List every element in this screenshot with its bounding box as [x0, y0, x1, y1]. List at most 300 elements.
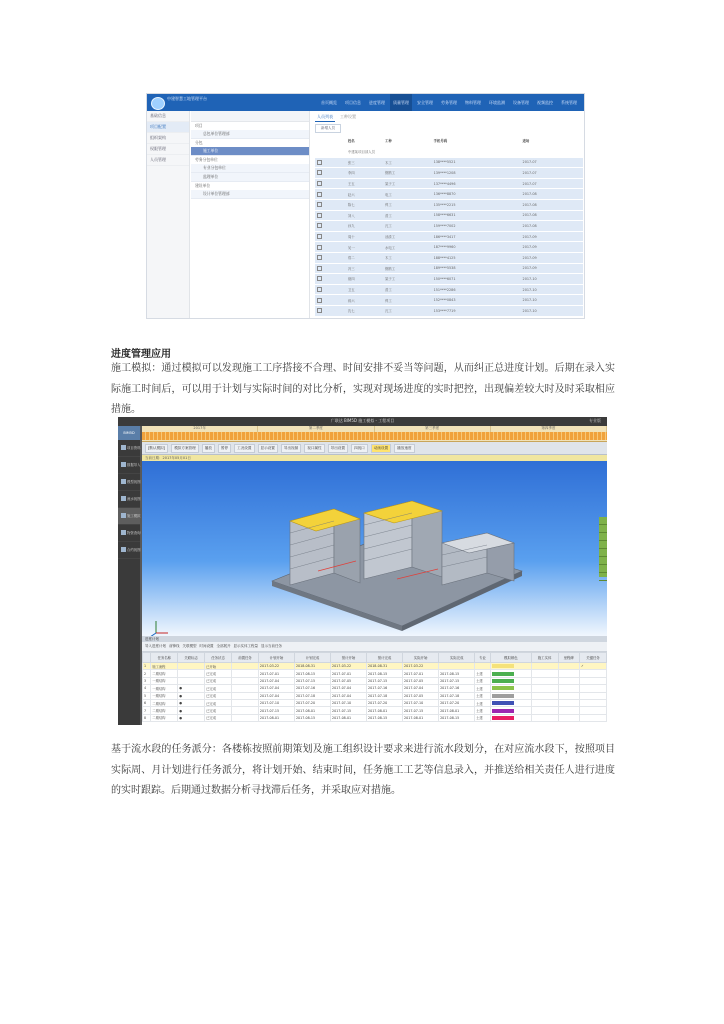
table-cell: 189****5538	[432, 263, 521, 274]
gantt-period-label: 第四季度	[491, 426, 607, 432]
column-header: 前置任务	[232, 653, 259, 663]
toolbar-button[interactable]: 暂停	[218, 444, 231, 453]
tree-node[interactable]: 施工单位	[191, 147, 309, 156]
nav-icon	[121, 530, 126, 535]
row-checkbox[interactable]	[315, 189, 346, 200]
table-cell: 2017-07-04	[330, 692, 366, 699]
column-header: 专业	[475, 653, 491, 663]
left-nav-item[interactable]	[118, 508, 140, 525]
table-cell: 褚四	[346, 274, 383, 285]
checkbox-cell[interactable]	[579, 670, 606, 677]
column-header	[315, 135, 346, 147]
color-swatch	[492, 716, 514, 720]
table-cell: 2017-08-01	[403, 714, 439, 721]
person-table	[315, 135, 583, 317]
table-cell: 2017-07-04	[258, 677, 294, 684]
checkbox-cell[interactable]	[579, 692, 606, 699]
toolbar-button[interactable]: 四视口	[351, 444, 368, 453]
tree-node[interactable]: 设计单位管理部	[191, 190, 309, 199]
table-cell: 已完成	[205, 670, 232, 677]
table-row[interactable]	[315, 252, 583, 263]
checkbox-cell[interactable]	[558, 685, 579, 692]
table-cell: 卫五	[346, 284, 383, 295]
toolbar-button[interactable]: 显示设置	[258, 444, 278, 453]
table-cell: ●	[178, 707, 205, 714]
table-cell: 二期结构	[151, 699, 178, 706]
color-swatch	[492, 694, 514, 698]
add-person-button[interactable]: 新增人员	[315, 124, 341, 133]
checkbox-cell[interactable]	[531, 685, 558, 692]
table-row[interactable]	[315, 210, 583, 221]
checkbox-cell[interactable]	[531, 663, 558, 670]
row-checkbox[interactable]	[315, 295, 346, 306]
table-cell: 2017-07-15	[439, 677, 475, 684]
table-cell: 186****3417	[432, 231, 521, 242]
schedule-tool-button[interactable]: 时间设置	[199, 644, 214, 648]
row-checkbox[interactable]	[315, 242, 346, 253]
color-swatch	[492, 672, 514, 676]
row-checkbox[interactable]	[315, 178, 346, 189]
checkbox-cell[interactable]	[558, 692, 579, 699]
column-header: 预计开始	[330, 653, 366, 663]
tree-node[interactable]: 劳务分包单位	[195, 157, 218, 162]
row-checkbox[interactable]	[315, 168, 346, 179]
table-cell: 土建	[475, 677, 491, 684]
row-checkbox[interactable]	[315, 157, 346, 168]
table-cell: 木工	[383, 252, 432, 263]
table-cell: 135****2215	[432, 199, 521, 210]
app-logo: BIM5D	[118, 426, 140, 440]
checkbox-cell[interactable]	[579, 685, 606, 692]
schedule-tool-button[interactable]: 全部展开	[216, 644, 231, 648]
toolbar-button[interactable]: 模拟方案管理	[171, 444, 199, 453]
sidebar-item[interactable]: 基础信息	[147, 111, 189, 122]
checkbox-cell[interactable]	[531, 670, 558, 677]
table-cell: 冯三	[346, 263, 383, 274]
checkbox-cell[interactable]	[579, 677, 606, 684]
table-cell: 普工	[383, 284, 432, 295]
left-nav-item[interactable]	[118, 440, 140, 457]
checkbox-cell[interactable]	[558, 677, 579, 684]
toolbar-button[interactable]: 工况设置	[234, 444, 254, 453]
table-cell: 2017-09	[521, 242, 583, 253]
table-cell: 郑二	[346, 252, 383, 263]
schedule-row[interactable]	[143, 692, 607, 699]
row-checkbox[interactable]	[315, 252, 346, 263]
table-cell	[232, 685, 259, 692]
table-cell	[315, 147, 346, 158]
sim-color-cell[interactable]	[491, 692, 532, 699]
checkbox-cell[interactable]	[531, 677, 558, 684]
table-cell: 2017-07-01	[330, 670, 366, 677]
tree-node[interactable]: 专业分包单位	[191, 164, 309, 173]
main-panel	[311, 111, 584, 318]
checkbox-cell[interactable]	[558, 707, 579, 714]
table-cell: 架子工	[383, 178, 432, 189]
view-tools-panel[interactable]	[599, 517, 607, 577]
sidebar-item[interactable]: 项目配置	[147, 122, 189, 133]
table-row[interactable]	[315, 178, 583, 189]
table-cell: 152****0843	[432, 295, 521, 306]
table-cell: 土建	[475, 699, 491, 706]
left-nav-item[interactable]	[118, 491, 140, 508]
top-menu-item[interactable]: 系统管理	[561, 100, 577, 105]
nav-label: 施工模拟	[127, 514, 141, 518]
nav-label: 合约视图	[127, 548, 141, 552]
table-row[interactable]	[315, 295, 583, 306]
table-cell	[232, 707, 259, 714]
schedule-row[interactable]	[143, 699, 607, 706]
schedule-tool-button[interactable]: 关联模型	[182, 644, 197, 648]
row-checkbox[interactable]	[315, 284, 346, 295]
table-cell: 2017-08-15	[439, 714, 475, 721]
column-header: 任务名称	[151, 653, 178, 663]
schedule-panel	[142, 636, 607, 725]
bim-software-screenshot	[118, 417, 607, 725]
top-menu-item[interactable]: 进度管理	[369, 100, 385, 105]
checkbox-cell[interactable]	[558, 699, 579, 706]
table-cell: ●	[178, 714, 205, 721]
color-swatch	[492, 679, 514, 683]
table-cell	[232, 699, 259, 706]
column-header: 姓名	[346, 135, 383, 147]
row-checkbox[interactable]	[315, 274, 346, 285]
top-menu-item[interactable]: 安全管理	[417, 100, 433, 105]
top-menu-item[interactable]: 项目信息	[345, 100, 361, 105]
table-cell: 吴一	[346, 242, 383, 253]
table-row[interactable]	[315, 199, 583, 210]
table-cell: 2017-03-22	[403, 663, 439, 670]
table-cell: 2018-08-31	[367, 663, 403, 670]
schedule-toolbar	[142, 642, 607, 652]
table-cell: 2017-10	[521, 305, 583, 316]
table-cell: 2017-08-15	[294, 670, 330, 677]
top-menu-item[interactable]: 环境监测	[489, 100, 505, 105]
schedule-row[interactable]	[143, 677, 607, 684]
table-cell: 张三	[346, 157, 383, 168]
nav-label: 模型视图	[127, 480, 141, 484]
table-cell: 2017-07-04	[258, 685, 294, 692]
column-header: 计划开始	[258, 653, 294, 663]
nav-icon	[121, 513, 126, 518]
table-cell: 2017-10	[521, 295, 583, 306]
table-header-row	[315, 135, 583, 147]
top-menu-item[interactable]: 质量管理	[390, 94, 412, 111]
table-cell: 2017-07-18	[439, 692, 475, 699]
table-cell: 沈七	[346, 305, 383, 316]
nav-label: 项目资料	[127, 446, 141, 450]
top-menu-item[interactable]: 首页概览	[321, 100, 337, 105]
tree-header	[191, 111, 309, 122]
checkbox-cell[interactable]	[579, 707, 606, 714]
top-bar	[147, 94, 584, 111]
table-row[interactable]	[315, 242, 583, 253]
schedule-table	[142, 652, 607, 722]
timeline-strip[interactable]	[142, 432, 607, 440]
table-cell: 2017-07-05	[403, 692, 439, 699]
tab-trade-settings[interactable]: 工种设置	[340, 114, 356, 119]
table-cell: 已完成	[205, 677, 232, 684]
row-checkbox[interactable]	[315, 221, 346, 232]
schedule-title: 进度计划	[142, 636, 607, 642]
toolbar-button[interactable]: 播放速度	[394, 444, 414, 453]
top-menu-item[interactable]: 物料管理	[465, 100, 481, 105]
table-cell: 2017-07-16	[439, 685, 475, 692]
table-cell: 一期结构	[151, 677, 178, 684]
table-cell: 2017-07-05	[330, 677, 366, 684]
table-cell: 151****2286	[432, 284, 521, 295]
toolbar-button[interactable]: 播放	[202, 444, 215, 453]
table-cell: 蒋六	[346, 295, 383, 306]
left-nav-item[interactable]	[118, 542, 140, 559]
version-label: 专业版	[589, 418, 601, 423]
current-date-bar: 当前日期：2017年05月01日	[142, 455, 607, 461]
table-cell: 一期结构	[151, 685, 178, 692]
table-cell: 孙九	[346, 221, 383, 232]
table-cell: 刘八	[346, 210, 383, 221]
window-title: 广联达 BIM5D 施工模拟 - 工程项目	[330, 418, 395, 423]
table-cell: 2017-07-16	[294, 685, 330, 692]
group-label: 中建某项目部人员	[346, 147, 583, 158]
column-header: 计划完成	[294, 653, 330, 663]
row-checkbox[interactable]	[315, 305, 346, 316]
sim-color-cell[interactable]	[491, 707, 532, 714]
3d-viewport[interactable]	[142, 461, 607, 643]
table-row[interactable]	[315, 305, 583, 316]
column-header: 关联标志	[178, 653, 205, 663]
checkbox-cell[interactable]	[579, 714, 606, 721]
table-cell: 土建	[475, 685, 491, 692]
table-cell: 已完成	[205, 714, 232, 721]
checkbox-cell[interactable]	[558, 714, 579, 721]
tree-node[interactable]: 监理单位	[191, 173, 309, 182]
nav-icon	[121, 547, 126, 552]
schedule-row[interactable]	[143, 663, 607, 670]
table-cell: 焊工	[383, 199, 432, 210]
toolbar-button[interactable]: 视口属性	[304, 444, 324, 453]
row-checkbox[interactable]	[315, 231, 346, 242]
column-header: 任务状态	[205, 653, 232, 663]
checkbox-cell[interactable]	[531, 714, 558, 721]
tab-person-list[interactable]: 人员列表	[315, 113, 335, 122]
nav-icon	[121, 479, 126, 484]
row-checkbox[interactable]	[315, 199, 346, 210]
table-row[interactable]	[315, 189, 583, 200]
table-row[interactable]	[315, 221, 583, 232]
table-cell	[232, 692, 259, 699]
section-heading: 进度管理应用	[111, 349, 171, 360]
tree-node[interactable]: 分包	[195, 140, 203, 145]
table-cell: 4	[143, 685, 151, 692]
table-cell: 2017-03-22	[258, 663, 294, 670]
table-row[interactable]	[315, 231, 583, 242]
table-cell: ●	[178, 699, 205, 706]
table-cell: 电工	[383, 189, 432, 200]
table-cell: 2017-10	[521, 284, 583, 295]
table-cell: 139****1208	[432, 168, 521, 179]
table-cell: 2017-07-04	[258, 692, 294, 699]
top-menu-item[interactable]: 视频监控	[537, 100, 553, 105]
window-title-bar	[118, 417, 607, 426]
toolbar-button[interactable]: 动画设置	[371, 444, 391, 453]
table-cell: 158****6631	[432, 210, 521, 221]
gantt-timeline	[142, 426, 607, 442]
table-cell: ●	[178, 692, 205, 699]
table-cell: 土建	[475, 670, 491, 677]
table-cell: 2017-08	[521, 189, 583, 200]
schedule-row[interactable]	[143, 685, 607, 692]
gantt-period-label: 第三季度	[375, 426, 491, 432]
checkbox-cell[interactable]	[531, 692, 558, 699]
column-header: 关键任务	[579, 653, 606, 663]
axis-gizmo-icon	[150, 621, 168, 637]
table-cell: 瓦工	[383, 221, 432, 232]
schedule-tool-button[interactable]: 显示当前任务	[261, 644, 282, 648]
sim-color-cell[interactable]	[491, 714, 532, 721]
table-cell: 已完成	[205, 685, 232, 692]
table-cell: 2017-07-20	[294, 699, 330, 706]
table-cell: 2017-07-04	[403, 685, 439, 692]
table-cell: 土建	[475, 692, 491, 699]
table-cell	[232, 670, 259, 677]
color-swatch	[492, 709, 514, 713]
web-management-screenshot	[146, 93, 585, 319]
table-cell: 2017-09	[521, 263, 583, 274]
table-cell: 钢筋工	[383, 168, 432, 179]
left-nav-item[interactable]	[118, 474, 140, 491]
table-cell: 150****6071	[432, 274, 521, 285]
tree-node[interactable]: 项目	[195, 123, 203, 128]
top-menu	[318, 94, 580, 111]
paragraph-task-assignment: 基于流水段的任务派分：各楼栋按照前期策划及施工组织设计要求来进行流水段划分，在对应流水段下，按照项目实际周、月计划进行任务派分，将计划开始、结束时间，任务施工工艺等信息录入，并推送给相关责任人进行进度的实时跟踪。后期通过数据分析寻找滞后任务，并采取应对措施。	[111, 744, 615, 796]
table-cell: 2017-08-15	[367, 670, 403, 677]
tree-node[interactable]: 建设单位	[195, 183, 211, 188]
table-cell: 187****9960	[432, 242, 521, 253]
table-cell: 2017-07	[521, 157, 583, 168]
table-cell	[232, 663, 259, 670]
sidebar-item[interactable]: 权限管理	[147, 144, 189, 155]
sim-color-cell[interactable]	[491, 670, 532, 677]
table-cell: 赵六	[346, 189, 383, 200]
table-cell: 2017-07-05	[403, 677, 439, 684]
table-cell: 7	[143, 707, 151, 714]
sim-color-cell[interactable]	[491, 677, 532, 684]
table-cell: 2017-08-01	[330, 714, 366, 721]
sim-color-cell[interactable]	[491, 699, 532, 706]
table-cell: 2017-07-10	[330, 699, 366, 706]
toolbar-button[interactable]: 导出视频	[281, 444, 301, 453]
checkbox-cell[interactable]: ✓	[579, 663, 606, 670]
table-cell: 2017-09	[521, 231, 583, 242]
left-nav-item[interactable]	[118, 457, 140, 474]
schedule-row[interactable]	[143, 670, 607, 677]
checkbox-cell[interactable]	[579, 699, 606, 706]
schedule-tool-button[interactable]: 显示实体工程量	[233, 644, 258, 648]
table-cell: 2017-07-15	[330, 707, 366, 714]
table-cell: 普工	[383, 210, 432, 221]
table-cell: 2017-07-10	[258, 699, 294, 706]
table-cell	[178, 663, 205, 670]
schedule-tool-button[interactable]: 前锋线	[169, 644, 180, 648]
gantt-period-label: 第二季度	[258, 426, 374, 432]
table-cell: 2017-09	[521, 252, 583, 263]
table-row[interactable]	[315, 274, 583, 285]
toolbar-button[interactable]: 导出设置	[328, 444, 348, 453]
toolbar-button[interactable]: [默认模拟]	[145, 444, 168, 453]
table-cell	[178, 670, 205, 677]
checkbox-cell[interactable]	[558, 663, 579, 670]
checkbox-cell[interactable]	[531, 707, 558, 714]
table-cell: 钢筋工	[383, 263, 432, 274]
row-checkbox[interactable]	[315, 210, 346, 221]
table-cell: 周十	[346, 231, 383, 242]
nav-icon	[121, 462, 126, 467]
nav-icon	[121, 496, 126, 501]
table-cell: 2017-08-15	[439, 670, 475, 677]
table-cell: 2017-03-22	[330, 663, 366, 670]
org-tree	[191, 111, 310, 318]
checkbox-cell[interactable]	[558, 670, 579, 677]
sim-color-cell[interactable]	[491, 663, 532, 670]
nav-icon	[121, 445, 126, 450]
table-cell: 2017-08	[521, 221, 583, 232]
table-cell: 2017-07-20	[439, 699, 475, 706]
table-cell: 2017-07	[521, 168, 583, 179]
table-cell	[439, 663, 475, 670]
table-row[interactable]	[315, 284, 583, 295]
table-cell: 2018-08-31	[294, 663, 330, 670]
table-cell: 焊工	[383, 295, 432, 306]
sidebar-item[interactable]: 人员管理	[147, 155, 189, 166]
schedule-row[interactable]	[143, 714, 607, 721]
table-cell: 二期结构	[151, 707, 178, 714]
table-cell: 1	[143, 663, 151, 670]
table-cell: 136****8870	[432, 189, 521, 200]
checkbox-cell[interactable]	[531, 699, 558, 706]
column-header: 手机号码	[432, 135, 521, 147]
table-group-row[interactable]	[315, 147, 583, 158]
top-menu-item[interactable]: 劳务管理	[441, 100, 457, 105]
table-cell: 陈七	[346, 199, 383, 210]
top-menu-item[interactable]: 设备管理	[513, 100, 529, 105]
schedule-row[interactable]	[143, 707, 607, 714]
left-nav-item[interactable]	[118, 525, 140, 542]
table-cell: 2017-08-01	[258, 714, 294, 721]
table-row[interactable]	[315, 263, 583, 274]
table-cell: 8	[143, 714, 151, 721]
tree-node[interactable]: 总包单位管理部	[191, 130, 309, 139]
schedule-tool-button[interactable]: 导入进度计划	[145, 644, 166, 648]
table-cell: 王五	[346, 178, 383, 189]
table-row[interactable]	[315, 157, 583, 168]
table-cell: 2017-07-10	[403, 699, 439, 706]
column-header: 里程碑	[558, 653, 579, 663]
table-cell	[178, 677, 205, 684]
row-checkbox[interactable]	[315, 263, 346, 274]
table-cell: 架子工	[383, 274, 432, 285]
table-cell: 二期结构	[151, 670, 178, 677]
table-cell: 已完成	[205, 692, 232, 699]
paragraph-simulation: 施工模拟：通过模拟可以发现施工工序搭接不合理、时间安排不妥当等问题，从而纠正总进度计划。后期在录入实际施工时间后，可以用于计划与实际时间的对比分析，实现对现场进度的实时把控，出现偏差较大时及时采取相应措施。	[111, 363, 615, 415]
table-cell	[232, 714, 259, 721]
sidebar-item[interactable]: 组织架构	[147, 133, 189, 144]
table-cell: 3	[143, 677, 151, 684]
sim-color-cell[interactable]	[491, 685, 532, 692]
table-cell: ●	[178, 685, 205, 692]
table-row[interactable]	[315, 168, 583, 179]
table-cell: 2017-08	[521, 210, 583, 221]
table-cell: 2017-07-15	[367, 677, 403, 684]
